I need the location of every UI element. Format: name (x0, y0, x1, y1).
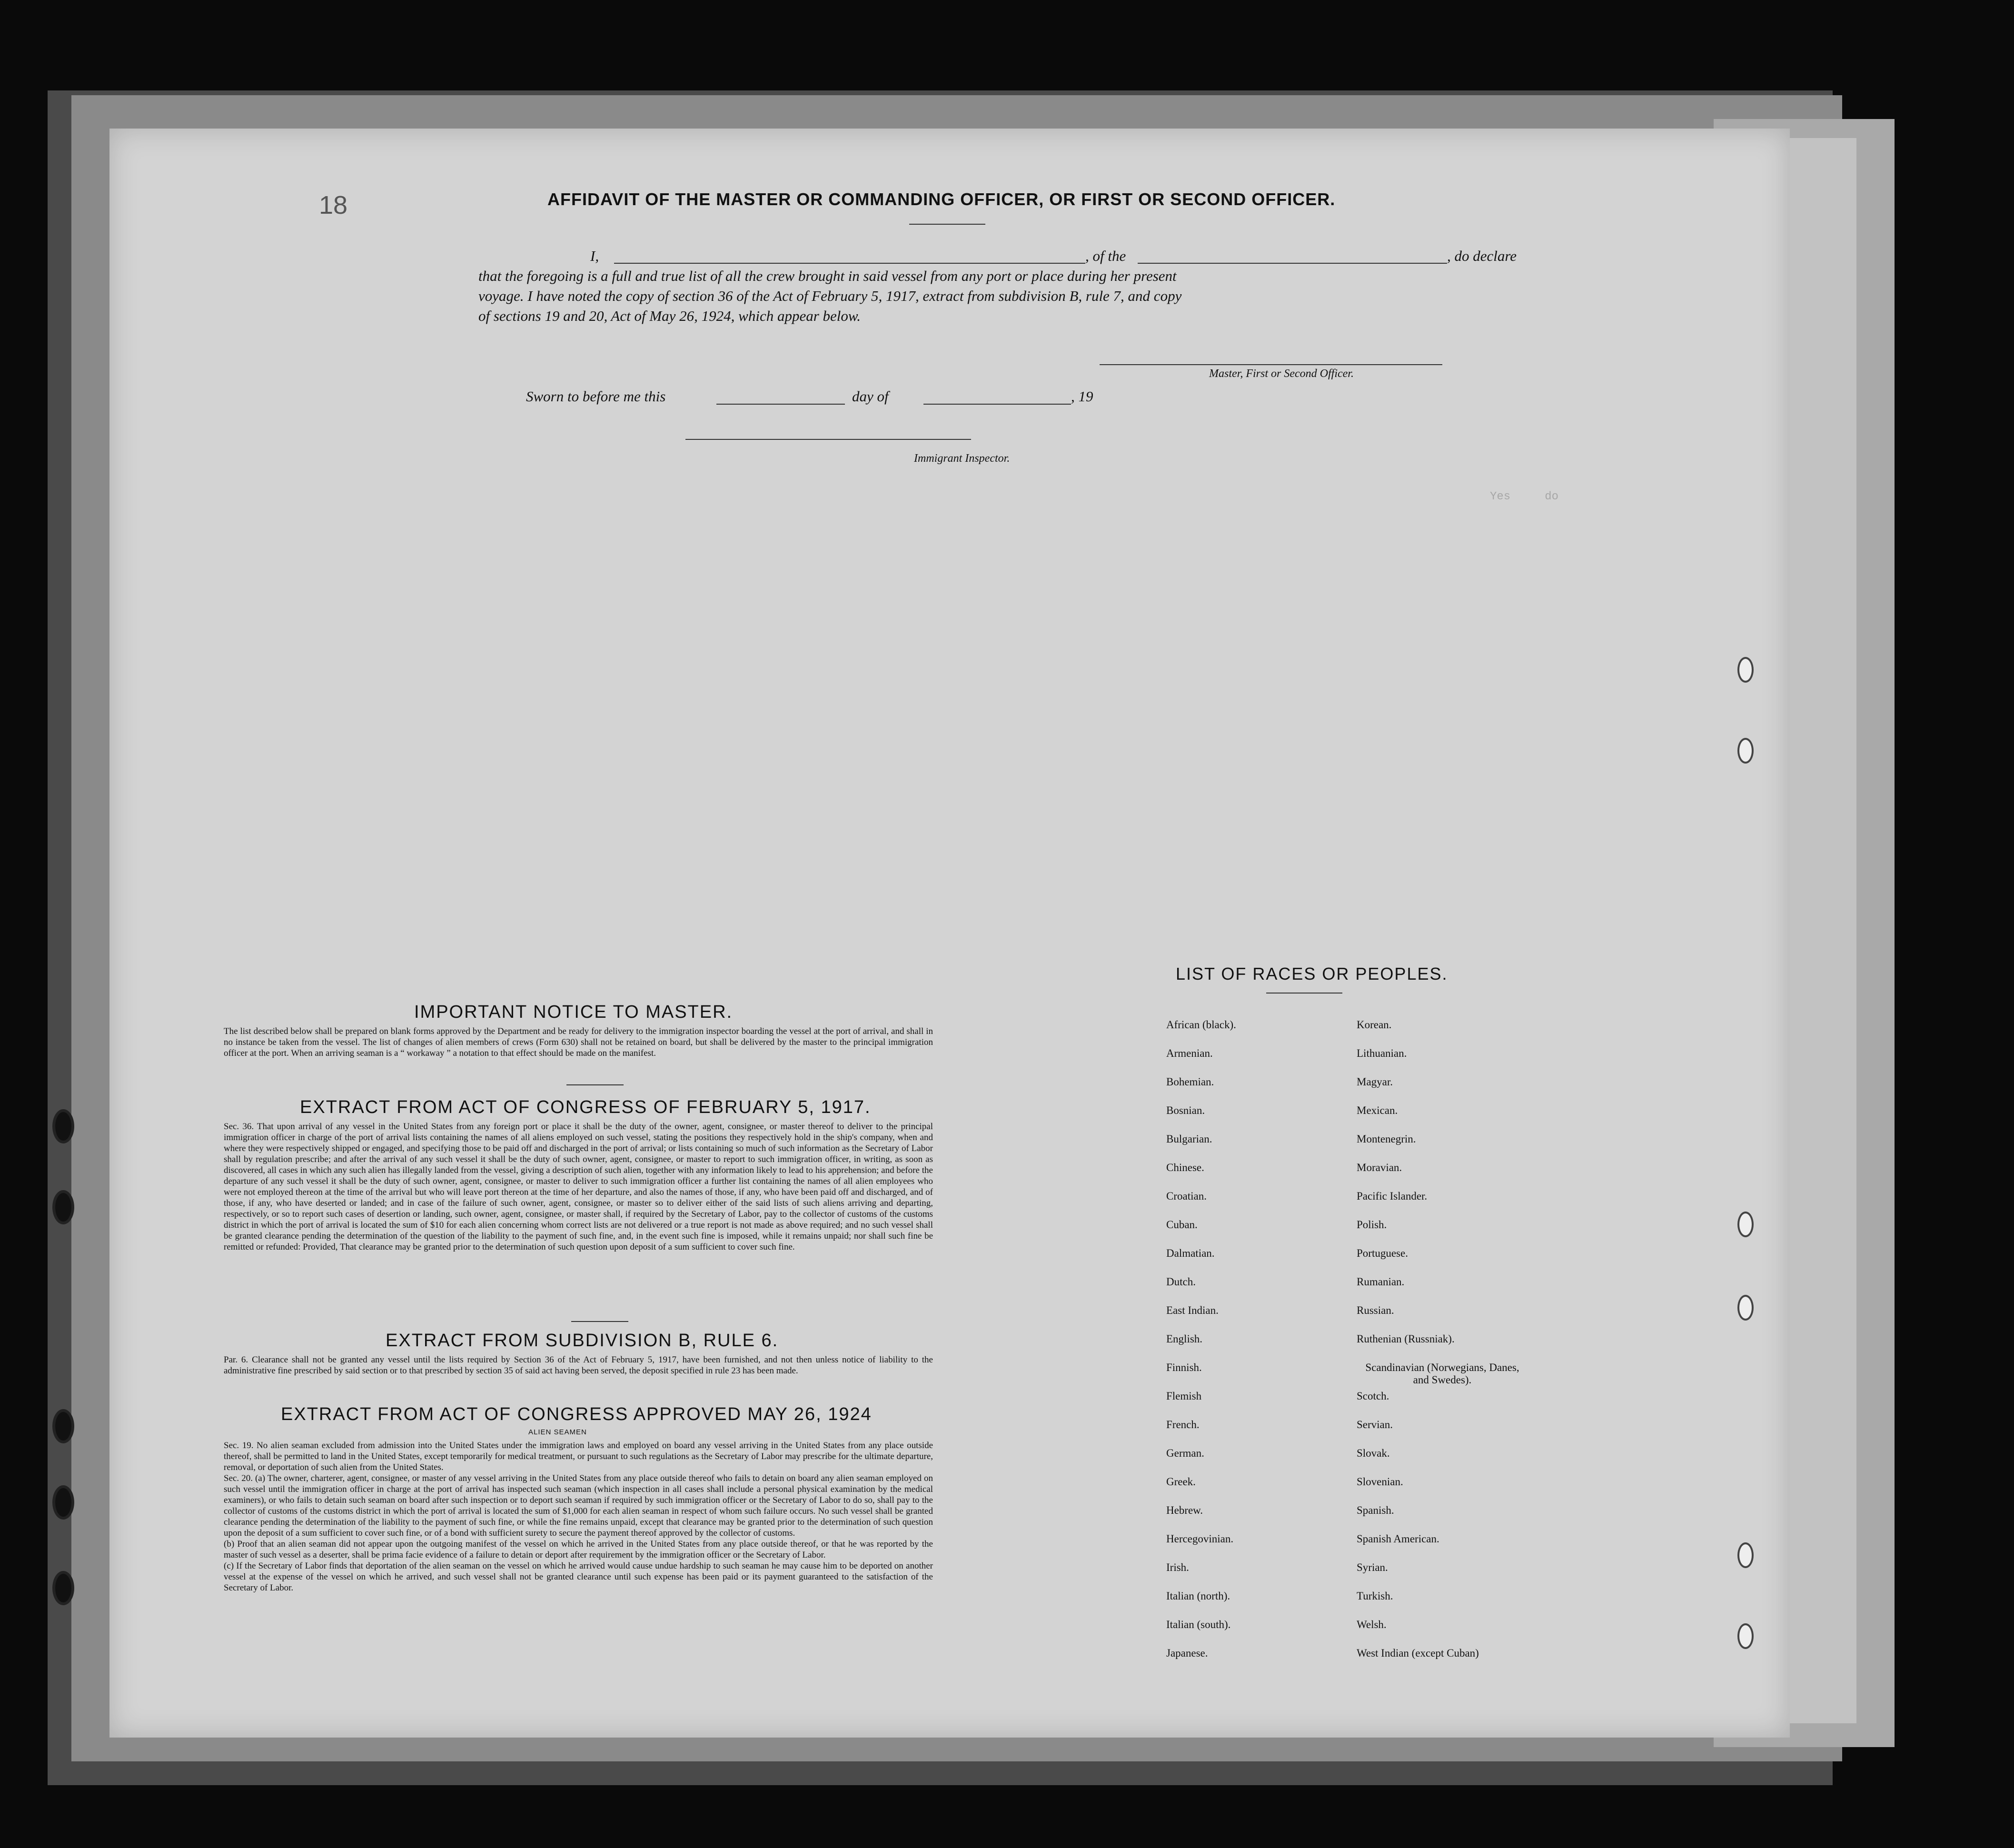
affidavit-of-the: , of the (1085, 248, 1126, 264)
page-hole (1737, 657, 1754, 683)
race-item: Portuguese. (1357, 1247, 1408, 1259)
race-item: Croatian. (1166, 1190, 1207, 1202)
race-item: Montenegrin. (1357, 1133, 1416, 1145)
binder-hole (52, 1571, 74, 1605)
race-item: Turkish. (1357, 1590, 1393, 1602)
extract-1924-body (224, 1440, 933, 1593)
race-item: Armenian. (1166, 1047, 1213, 1059)
race-item: East Indian. (1166, 1304, 1219, 1316)
page-hole (1737, 738, 1754, 764)
affidavit-declare: , do declare (1447, 248, 1517, 264)
race-item: Bosnian. (1166, 1104, 1205, 1116)
margin-mark: 18 (319, 191, 348, 219)
race-item: Syrian. (1357, 1561, 1388, 1573)
sworn-text: Sworn to before me this (526, 388, 666, 405)
extract-1924-title: EXTRACT FROM ACT OF CONGRESS APPROVED MAY 26, 1924 (281, 1404, 872, 1424)
sworn-day: day of (852, 388, 889, 405)
race-item: African (black). (1166, 1019, 1236, 1031)
master-signature-line (1100, 364, 1442, 365)
race-item: Scandinavian (Norwegians, Danes, and Swedes). (1365, 1361, 1519, 1386)
vessel-blank (1138, 263, 1447, 264)
rule (566, 1084, 624, 1085)
race-item: Italian (north). (1166, 1590, 1230, 1602)
extract-1917-text: Sec. 36. That upon arrival of any vessel in the United States from any foreign port or place it shall be the duty of the owner, agent, consignee, or master thereof to deliver to the principal immigration officer in charge of the port of arrival lists containing the names of all aliens employed on such vessel, stating the positions they respectively hold in the ship's company, when and where they were respectively shipped or engaged, and specifying those to be paid off and discharged in the port of arrival; or lists containing so much of such information as the Secretary of Labor shall by regulation prescribe; and after the arrival of any such vessel it shall be the duty of such owner, agent, consignee, or master to report to such immigration officer, in writing, as soon as discovered, all cases in which any such alien has illegally landed from the vessel, giving a description of such alien, together with any information likely to lead to his apprehension; and before the departure of any such vessel it shall be the duty of such owner, agent, consignee, or master to deliver to such immigration officer a further list containing the names of all alien employees who were not employed thereon at the time of the arrival but who will leave port thereon at the time of her departure, and also the names of those, if any, who have been paid off and discharged, and of those, if any, who have deserted or landed; and in case of the failure of such owner, agent, consignee, or master so to deliver either of the said lists of such aliens arriving and departing, respectively, or so to report such cases of desertion or landing, such owner, agent, consignee, or master shall, if required by the Secretary of Labor, pay to the collector of customs of the customs district in which the port of arrival is located the sum of $10 for each alien concerning whom correct lists are not delivered or a true report is not made as above required; and no such vessel shall be granted clearance pending the determination of the question of the liability to the payment of such fine, and, in the event such fine is imposed, while it remains unpaid; nor shall such fine be remitted or refunded: Provided, That clearance may be granted prior to the determination of such question upon deposit of a sum sufficient to cover such fine. (224, 1122, 933, 1252)
race-item: Slovak. (1357, 1447, 1390, 1459)
day-blank (716, 404, 845, 405)
race-item: Greek. (1166, 1476, 1196, 1488)
race-item: Pacific Islander. (1357, 1190, 1428, 1202)
page-hole (1737, 1212, 1754, 1237)
rule (1266, 993, 1342, 994)
bleed-through-text: Yes do (1490, 490, 1559, 503)
month-blank (923, 404, 1071, 405)
race-item: Finnish. (1166, 1361, 1202, 1373)
race-item: Mexican. (1357, 1104, 1398, 1116)
binder-hole (52, 1190, 74, 1224)
race-item: Spanish American. (1357, 1533, 1439, 1545)
page-hole (1737, 1295, 1754, 1321)
page-hole (1737, 1623, 1754, 1649)
race-item: Magyar. (1357, 1076, 1393, 1088)
binder-hole (52, 1485, 74, 1520)
race-item: Moravian. (1357, 1162, 1402, 1173)
race-item: Dutch. (1166, 1276, 1196, 1288)
race-item: Chinese. (1166, 1162, 1204, 1173)
inspector-signature-line (685, 439, 971, 440)
race-item: Polish. (1357, 1219, 1387, 1231)
sec19-text: Sec. 19. No alien seaman excluded from admission into the United States under the immigration laws and employed on board any vessel arriving in the United States from any place outside thereof, shall be permitted to land in the United States, except temporarily for medical treatment, or pursuant to such regulations as the Secretary of Labor may prescribe for the ultimate departure, removal, or deportation of such alien from the United States. (224, 1441, 933, 1472)
affidavit-line4: of sections 19 and 20, Act of May 26, 1924, which appear below. (478, 308, 861, 324)
race-item: French. (1166, 1419, 1200, 1431)
race-item: Italian (south). (1166, 1619, 1231, 1630)
race-item: Scotch. (1357, 1390, 1389, 1402)
rule6-text: Par. 6. Clearance shall not be granted any vessel until the lists required by Section 36 of the Act of February 5, 1917, have been furnished, and not then unless notice of liability to the administrative fine prescribed by said section or to that prescribed by section 35 of said act having been served, the deposit specified in rule 23 has been made. (224, 1355, 933, 1376)
race-item: Rumanian. (1357, 1276, 1405, 1288)
race-item: Servian. (1357, 1419, 1393, 1431)
race-item: Dalmatian. (1166, 1247, 1215, 1259)
race-item: Cuban. (1166, 1219, 1198, 1231)
race-item: Spanish. (1357, 1504, 1394, 1516)
sec20a-text: Sec. 20. (a) The owner, charterer, agent, consignee, or master of any vessel arriving in the United States from any place outside thereof who fails to detain on board any alien seaman employed on such vessel until the immigration officer in charge at the port of arrival has inspected such seaman (which inspection in all cases shall include a personal physical examination by the medical examiners), or who fails to detain such seaman on board after such inspection or to deport such seaman if required by such immigration officer or the Secretary of Labor to do so, shall pay to the collector of customs of the customs district in which the port of arrival is located the sum of $1,000 for each alien seaman in respect of whom such failure occurs. No such vessel shall be granted clearance pending the determination of the liability to the payment of such fine, or while the fine remains unpaid, except that clearance may be granted prior to the determination of such question upon the deposit of a sum sufficient to cover such fine, or of a bond with sufficient surety to secure the payment thereof approved by the collector of customs. (224, 1473, 933, 1538)
race-item: Bulgarian. (1166, 1133, 1212, 1145)
race-item: Bohemian. (1166, 1076, 1214, 1088)
race-item: Hercegovinian. (1166, 1533, 1234, 1545)
affidavit-line3: voyage. I have noted the copy of section 36 of the Act of February 5, 1917, extract from subdivision B, rule 7, and copy (478, 288, 1182, 304)
extract-1917-title: EXTRACT FROM ACT OF CONGRESS OF FEBRUARY 5, 1917. (300, 1097, 871, 1117)
master-label: Master, First or Second Officer. (1209, 368, 1354, 380)
race-item: Welsh. (1357, 1619, 1387, 1630)
sec20b-text: (b) Proof that an alien seaman did not appear upon the outgoing manifest of the vessel on which he arrived in the United States from any place outside thereof, or that he was reported by the master of such vessel as a deserter, shall be prima facie evidence of a failure to detain or deport after requirement by the immigration officer or the Secretary of Labor. (224, 1539, 933, 1560)
binder-hole (52, 1409, 74, 1443)
race-item: West Indian (except Cuban) (1357, 1647, 1479, 1659)
race-item: Japanese. (1166, 1647, 1208, 1659)
affidavit-title: AFFIDAVIT OF THE MASTER OR COMMANDING OFFICER, OR FIRST OR SECOND OFFICER. (547, 189, 1336, 209)
race-item: Slovenian. (1357, 1476, 1403, 1488)
notice-text: The list described below shall be prepared on blank forms approved by the Department and be ready for delivery to the immigration inspector boarding the vessel at the port of arrival, and shall in no instance be taken from the vessel. The list of changes of alien members of crews (Form 630) shall not be retained on board, but shall be delivered by the master to the principal immigration officer at the port. When an arriving seaman is a “ workaway ” a notation to that effect should be made on the manifest. (224, 1026, 933, 1058)
sec20c-text: (c) If the Secretary of Labor finds that deportation of the alien seaman on the vessel on which he arrived would cause undue hardship to such seaman he may cause him to be deported on another vessel at the expense of the vessel on which he arrived, and such vessel shall not be granted clearance until such expense has been paid or its payment guaranteed to the satisfaction of the Secretary of Labor. (224, 1561, 933, 1593)
rule (909, 224, 985, 225)
race-item: Lithuanian. (1357, 1047, 1407, 1059)
binder-hole (52, 1109, 74, 1143)
races-title: LIST OF RACES OR PEOPLES. (1176, 964, 1448, 984)
name-blank (614, 263, 1085, 264)
document-page (109, 129, 1790, 1738)
page-hole (1737, 1542, 1754, 1568)
affidavit-line2: that the foregoing is a full and true list of all the crew brought in said vessel from any port or place during her present (478, 268, 1177, 284)
race-item: Russian. (1357, 1304, 1394, 1316)
sworn-year: , 19 (1071, 388, 1093, 405)
race-item: Ruthenian (Russniak). (1357, 1333, 1455, 1345)
affidavit-i: I, (590, 248, 599, 264)
inspector-label: Immigrant Inspector. (914, 452, 1010, 465)
race-item: English. (1166, 1333, 1203, 1345)
race-item: Hebrew. (1166, 1504, 1203, 1516)
race-item: German. (1166, 1447, 1204, 1459)
race-item: Korean. (1357, 1019, 1392, 1031)
race-item: Irish. (1166, 1561, 1189, 1573)
notice-title: IMPORTANT NOTICE TO MASTER. (414, 1002, 733, 1022)
extract-1924-subtitle: ALIEN SEAMEN (528, 1428, 587, 1436)
race-item: Flemish (1166, 1390, 1202, 1402)
rule (571, 1321, 628, 1322)
rule6-title: EXTRACT FROM SUBDIVISION B, RULE 6. (386, 1331, 779, 1351)
